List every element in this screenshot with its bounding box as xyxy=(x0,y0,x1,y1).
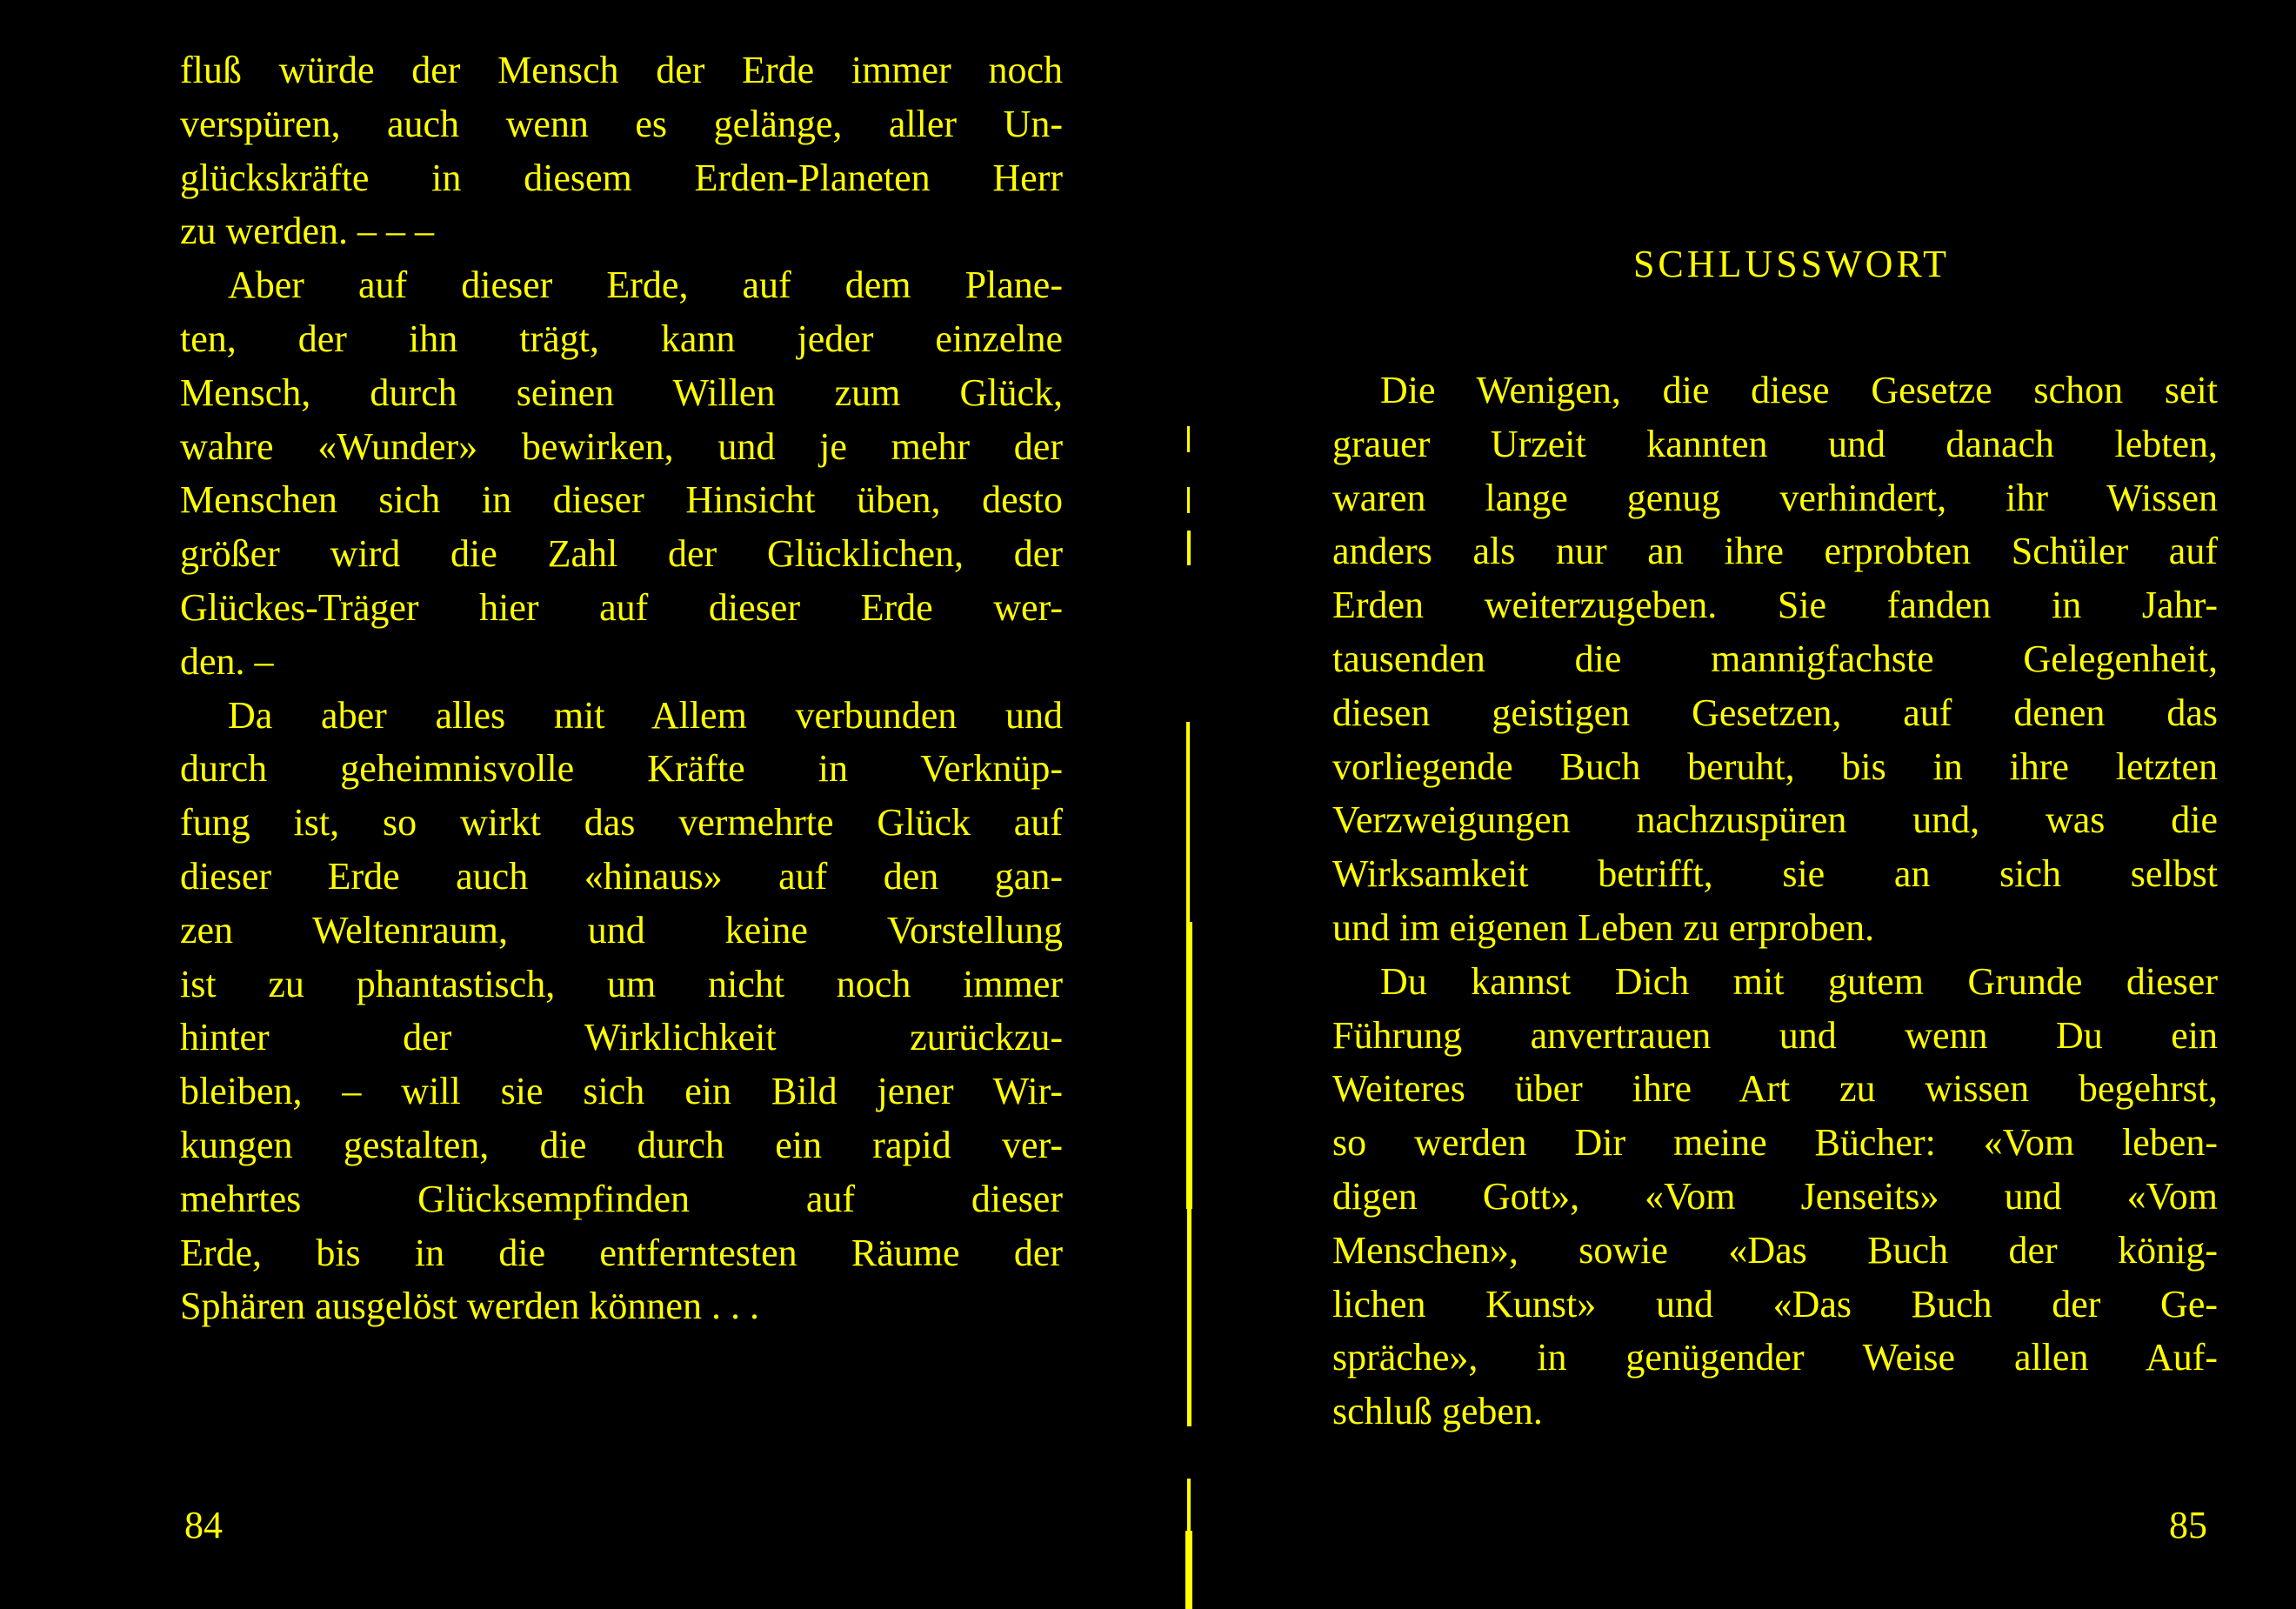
text-line: verspüren, auch wenn es gelänge, aller Un- xyxy=(180,102,1063,145)
chapter-heading: SCHLUSSWORT xyxy=(1632,243,1951,285)
text-line: ist zu phantastisch, um nicht noch immer xyxy=(180,962,1063,1005)
text-line: größer wird die Zahl der Glücklichen, der xyxy=(180,532,1063,576)
gutter-mark xyxy=(1186,722,1190,922)
text-line: wahre «Wunder» bewirken, und je mehr der xyxy=(180,424,1063,468)
text-line: Erde, bis in die entferntesten Räume der xyxy=(180,1231,1063,1274)
text-line: diesen geistigen Gesetzen, auf denen das xyxy=(1332,691,2218,734)
text-line: fung ist, so wirkt das vermehrte Glück auf xyxy=(180,801,1063,845)
text-line: zu werden. – – – xyxy=(180,210,435,253)
text-line: Die Wenigen, die diese Gesetze schon seit xyxy=(1380,369,2218,411)
text-line: Menschen», sowie «Das Buch der könig- xyxy=(1332,1228,2218,1272)
gutter-mark xyxy=(1187,426,1190,452)
text-line: den. – xyxy=(180,639,274,683)
text-line: Sphären ausgelöst werden können . . . xyxy=(180,1285,759,1328)
text-line: bleiben, – will sie sich ein Bild jener Wir- xyxy=(180,1070,1063,1113)
text-line: mehrtes Glücksempfinden auf dieser xyxy=(180,1177,1063,1220)
gutter-mark xyxy=(1187,531,1191,565)
gutter-mark xyxy=(1187,487,1190,513)
text-line: tausenden die mannigfachste Gelegenheit, xyxy=(1332,637,2218,680)
text-line: Weiteres über ihre Art zu wissen begehrst, xyxy=(1332,1067,2218,1111)
text-line: zen Weltenraum, und keine Vorstellung xyxy=(180,908,1063,951)
text-line: und im eigenen Leben zu erproben. xyxy=(1332,905,1875,949)
text-line: hinter der Wirklichkeit zurückzu- xyxy=(180,1016,1063,1059)
text-line: glückskräfte in diesem Erden-Planeten Herr xyxy=(180,156,1063,199)
text-line: Wirksamkeit betrifft, sie an sich selbst xyxy=(1332,852,2218,896)
text-line: waren lange genug verhindert, ihr Wissen xyxy=(1332,476,2218,519)
left-page-number: 84 xyxy=(184,1504,223,1546)
text-line: digen Gott», «Vom Jenseits» und «Vom xyxy=(1332,1174,2218,1218)
text-line: anders als nur an ihre erprobten Schüler auf xyxy=(1332,530,2218,573)
text-line: vorliegende Buch beruht, bis in ihre letzten xyxy=(1332,744,2218,788)
text-line: Verzweigungen nachzuspüren und, was die xyxy=(1332,798,2218,842)
left-page-text xyxy=(180,43,1063,1333)
book-gutter xyxy=(1178,0,1205,1609)
text-line: Aber auf dieser Erde, auf dem Plane- xyxy=(228,264,1063,307)
gutter-mark xyxy=(1187,1479,1191,1531)
gutter-mark xyxy=(1185,1531,1192,1609)
text-line: Führung anvertrauen und wenn Du ein xyxy=(1332,1013,2218,1057)
text-line: fluß würde der Mensch der Erde immer noch xyxy=(180,49,1063,91)
right-page-number: 85 xyxy=(2169,1504,2207,1546)
text-line: schluß geben. xyxy=(1332,1390,1543,1433)
text-line: Erden weiterzugeben. Sie fanden in Jahr- xyxy=(1332,584,2218,627)
text-line: dieser Erde auch «hinaus» auf den gan- xyxy=(180,854,1063,898)
text-line: lichen Kunst» und «Das Buch der Ge- xyxy=(1332,1282,2218,1325)
text-line: Menschen sich in dieser Hinsicht üben, desto xyxy=(180,478,1063,522)
text-line: Du kannst Dich mit gutem Grunde dieser xyxy=(1380,959,2218,1003)
text-line: ten, der ihn trägt, kann jeder einzelne xyxy=(180,317,1063,360)
text-line: kungen gestalten, die durch ein rapid ver- xyxy=(180,1123,1063,1166)
text-line: Glückes-Träger hier auf dieser Erde wer- xyxy=(180,585,1063,629)
text-line: Da aber alles mit Allem verbunden und xyxy=(228,693,1063,737)
text-line: so werden Dir meine Bücher: «Vom leben- xyxy=(1332,1121,2218,1165)
gutter-mark xyxy=(1187,1209,1191,1426)
text-line: Mensch, durch seinen Willen zum Glück, xyxy=(180,371,1063,414)
text-line: grauer Urzeit kannten und danach lebten, xyxy=(1332,422,2218,465)
gutter-mark xyxy=(1186,922,1192,1209)
text-line: durch geheimnisvolle Kräfte in Verknüp- xyxy=(180,747,1063,791)
right-page xyxy=(1218,0,2296,1609)
right-page-text xyxy=(1332,364,2218,1439)
text-line: spräche», in genügender Weise allen Auf- xyxy=(1332,1336,2218,1379)
